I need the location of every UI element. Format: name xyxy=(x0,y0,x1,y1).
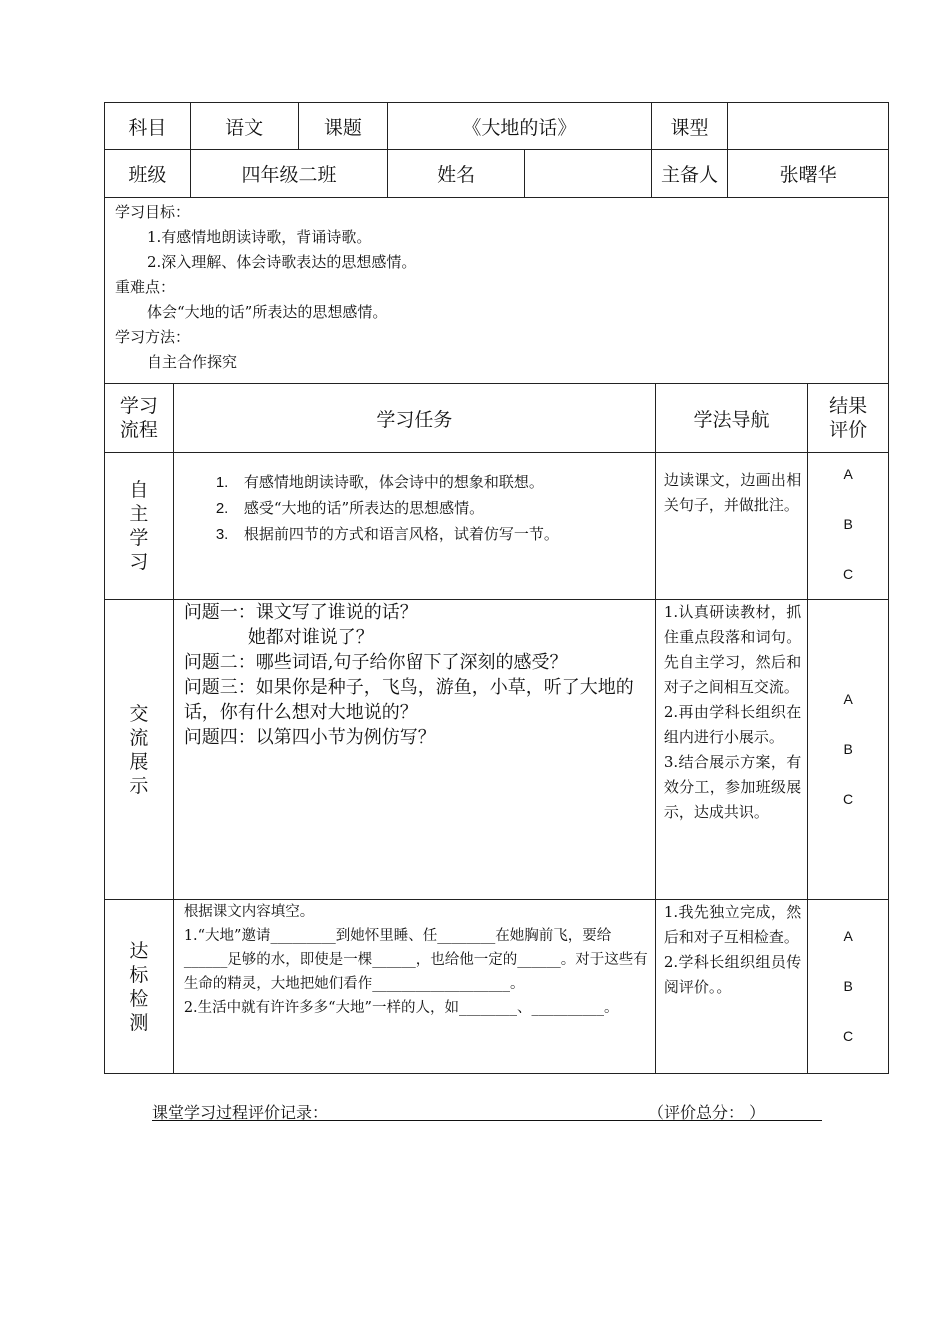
self-study-label: 自主学习 xyxy=(129,479,149,573)
self-study-guide-cell xyxy=(655,453,807,600)
type-value[interactable] xyxy=(728,103,889,150)
question-4: 问题四：以第四小节为例仿写？ xyxy=(183,727,436,748)
question-1b: 她都对谁说了？ xyxy=(247,627,374,648)
preparer-label: 主备人 xyxy=(651,150,728,198)
col-task-header: 学习任务 xyxy=(173,384,655,453)
col-guide-header: 学法导航 xyxy=(655,384,807,453)
question-1a: 问题一：课文写了谁说的话？ xyxy=(183,602,418,623)
class-value: 四年级二班 xyxy=(190,150,388,198)
self-study-grades[interactable] xyxy=(808,453,889,600)
col-flow-header xyxy=(105,384,174,453)
preparer-value: 张曙华 xyxy=(728,150,889,198)
subject-value: 语文 xyxy=(190,103,298,150)
method-label: 学习方法： xyxy=(115,328,191,346)
score-label: （评价总分： ） xyxy=(648,1103,766,1122)
evaluation-record-line xyxy=(152,1100,822,1121)
check-fill-cell xyxy=(173,900,655,1074)
check-guide-2: 2.学科长组织组员传阅评价。。 xyxy=(663,953,802,996)
check-guide-cell xyxy=(655,900,807,1074)
self-study-tasks xyxy=(173,453,655,600)
col-eval-header xyxy=(808,384,889,453)
grade-c[interactable]: C xyxy=(843,1027,854,1044)
exchange-guide-2: 2.再由学科长组织在组内进行小展示。 xyxy=(663,703,802,746)
objectives-label: 学习目标： xyxy=(115,203,191,221)
difficulty-label: 重难点： xyxy=(115,278,176,296)
grade-c[interactable]: C xyxy=(843,790,854,807)
name-value[interactable] xyxy=(524,150,651,198)
check-label: 达标检测 xyxy=(129,939,149,1034)
question-2: 问题二：哪些词语,句子给你留下了深刻的感受？ xyxy=(183,652,568,673)
exchange-questions xyxy=(173,600,655,900)
task-item: 2. 感受“大地的话”所表达的思想感情。 xyxy=(215,499,485,517)
exchange-label: 交流展示 xyxy=(129,702,149,797)
check-line-2: 2.生活中就有许许多多“大地”一样的人，如________、__________。 xyxy=(183,1000,619,1016)
name-label: 姓名 xyxy=(388,150,525,198)
type-label: 课型 xyxy=(651,103,728,150)
process-table xyxy=(104,383,889,1074)
task-item: 1. 有感情地朗读诗歌，体会诗中的想象和联想。 xyxy=(215,473,544,491)
check-intro: 根据课文内容填空。 xyxy=(183,904,315,920)
objective-2: 2.深入理解、体会诗歌表达的思想感情。 xyxy=(147,253,417,271)
check-grades[interactable] xyxy=(808,900,889,1074)
self-study-guide: 边读课文，边画出相关句子，并做批注。 xyxy=(663,471,802,514)
grade-b[interactable]: B xyxy=(843,977,853,994)
grade-a[interactable]: A xyxy=(843,690,853,707)
col-flow-text: 学习流程 xyxy=(119,395,158,441)
col-eval-text: 结果评价 xyxy=(829,395,868,441)
objective-1: 1.有感情地朗读诗歌，背诵诗歌。 xyxy=(147,228,372,246)
task-item: 3. 根据前四节的方式和语言风格，试着仿写一节。 xyxy=(215,525,559,543)
record-label: 课堂学习过程评价记录： xyxy=(152,1103,329,1122)
exchange-guide-cell xyxy=(655,600,807,900)
difficulty-text: 体会“大地的话”所表达的思想感情。 xyxy=(147,303,388,321)
topic-label: 课题 xyxy=(298,103,388,150)
grade-b[interactable]: B xyxy=(843,740,853,757)
goals-cell xyxy=(105,198,889,384)
topic-value: 《大地的话》 xyxy=(388,103,651,150)
self-study-label-cell xyxy=(105,453,174,600)
grade-a[interactable]: A xyxy=(843,927,853,944)
method-text: 自主合作探究 xyxy=(147,353,238,371)
grade-b[interactable]: B xyxy=(843,516,853,532)
grade-a[interactable]: A xyxy=(843,466,853,482)
check-line-1: 1.“大地”邀请_________到她怀里睡、任________在她胸前飞，要给______足够的水，即使是一棵______，也给他一定的______。对于这些有生命的精灵，大地把她们看作___________________。 xyxy=(183,928,648,992)
check-guide-1: 1.我先独立完成，然后和对子互相检查。 xyxy=(663,903,802,946)
exchange-label-cell xyxy=(105,600,174,900)
class-label: 班级 xyxy=(105,150,191,198)
question-3: 问题三：如果你是种子，飞鸟，游鱼，小草，听了大地的话，你有什么想对大地说的？ xyxy=(183,677,634,723)
exchange-guide-1: 1.认真研读教材，抓住重点段落和词句。先自主学习，然后和对子之间相互交流。 xyxy=(663,603,802,696)
header-table xyxy=(104,102,889,384)
exchange-grades[interactable] xyxy=(808,600,889,900)
check-label-cell xyxy=(105,900,174,1074)
grade-c[interactable]: C xyxy=(843,566,854,582)
exchange-guide-3: 3.结合展示方案，有效分工，参加班级展示，达成共识。 xyxy=(663,753,802,821)
subject-label: 科目 xyxy=(105,103,191,150)
